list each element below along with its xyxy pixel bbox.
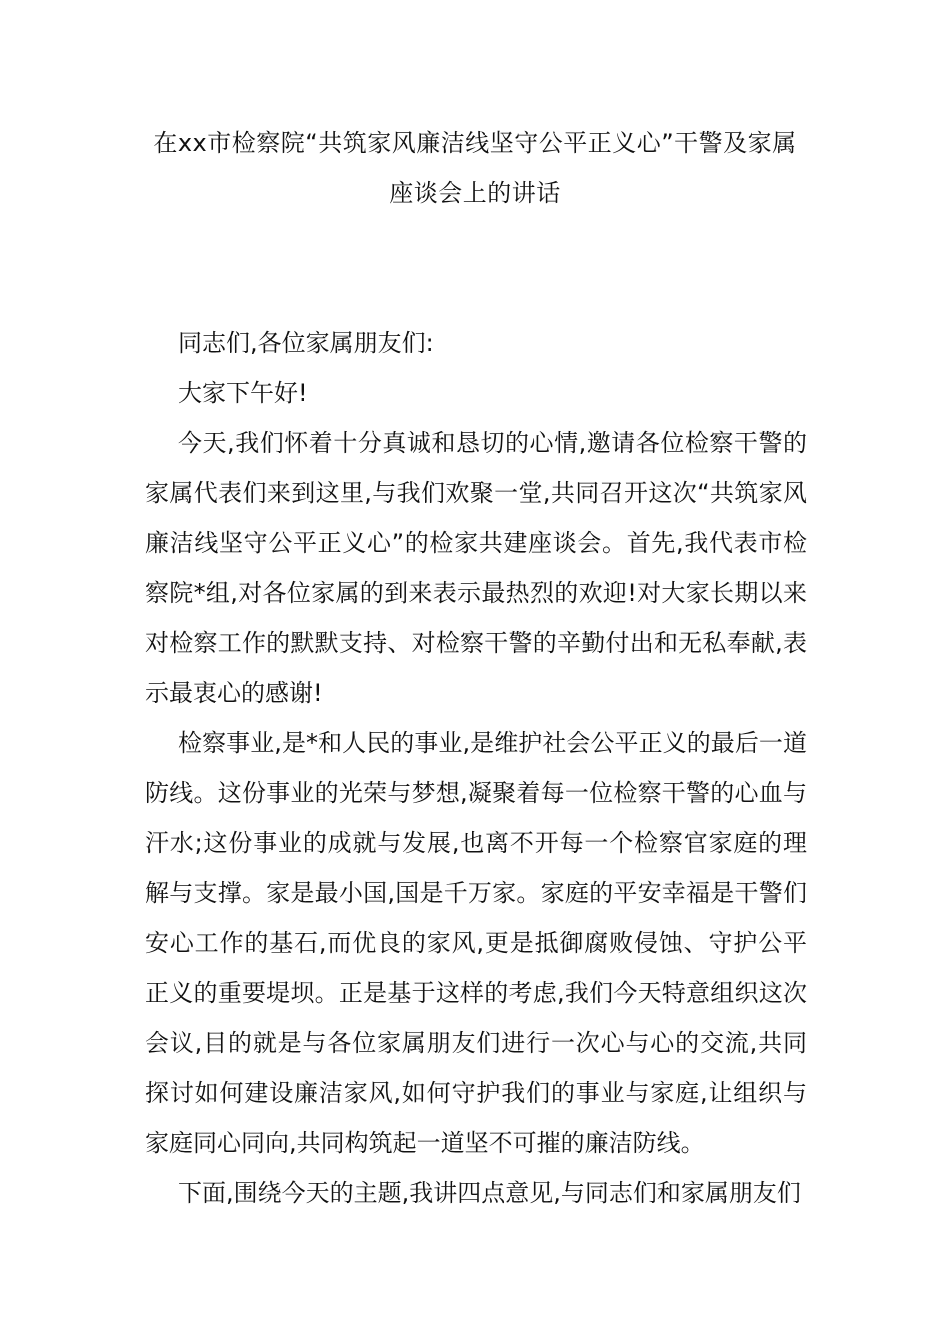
greeting: 大家下午好! — [178, 379, 308, 407]
page-title — [145, 118, 805, 218]
title-line-1: 在xx市检察院“共筑家风廉洁线坚守公平正义心”干警及家属 — [153, 129, 797, 157]
speech-body — [145, 318, 807, 1218]
title-line-2: 座谈会上的讲话 — [389, 179, 561, 207]
paragraph-outline: 下面,围绕今天的主题,我讲四点意见,与同志们和家属朋友们 — [178, 1179, 801, 1207]
salutation: 同志们,各位家属朋友们: — [178, 329, 434, 357]
paragraph-welcome: 今天,我们怀着十分真诚和恳切的心情,邀请各位检察干警的家属代表们来到这里,与我们欢聚一堂,共同召开这次“共筑家风廉洁线坚守公平正义心”的检家共建座谈会。首先,我代表市检察院*组,对各位家属的到来表示最热烈的欢迎!对大家长期以来对检察工作的默默支持、对检察干警的辛勤付出和无私奉献,表示最衷心的感谢! — [145, 429, 807, 707]
paragraph-mission: 检察事业,是*和人民的事业,是维护社会公平正义的最后一道防线。这份事业的光荣与梦想,凝聚着每一位检察干警的心血与汗水;这份事业的成就与发展,也离不开每一个检察官家庭的理解与支撑。家是最小国,国是千万家。家庭的平安幸福是干警们安心工作的基石,而优良的家风,更是抵御腐败侵蚀、守护公平正义的重要堤坝。正是基于这样的考虑,我们今天特意组织这次会议,目的就是与各位家属朋友们进行一次心与心的交流,共同探讨如何建设廉洁家风,如何守护我们的事业与家庭,让组织与家庭同心同向,共同构筑起一道坚不可摧的廉洁防线。 — [145, 729, 807, 1157]
